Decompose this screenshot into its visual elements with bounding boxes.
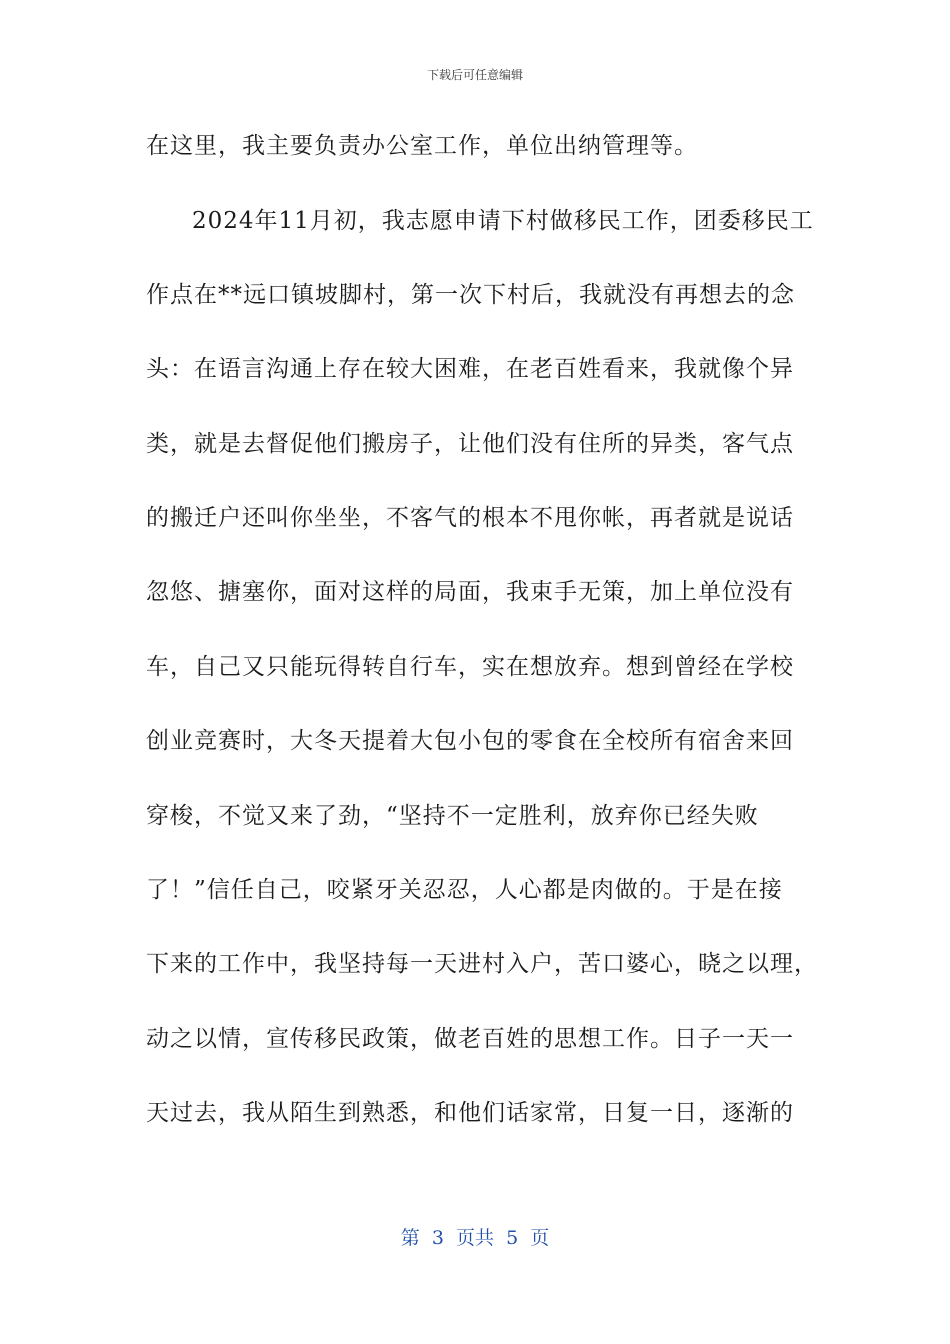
text-line: 作点在**远口镇坡脚村，第一次下村后，我就没有再想去的念: [146, 282, 795, 308]
page-number-footer: [0, 1226, 950, 1250]
page-number-label: 第 3 页共 5 页: [400, 1227, 550, 1249]
text-line: 天过去，我从陌生到熟悉，和他们话家常，日复一日，逐渐的: [146, 1100, 794, 1126]
text-line: 穿梭，不觉又来了劲，“坚持不一定胜利，放弃你已经失败: [146, 803, 759, 829]
text-line: 创业竞赛时，大冬天提着大包小包的零食在全校所有宿舍来回: [146, 728, 794, 754]
text-line: 下来的工作中，我坚持每一天进村入户，苦口婆心，晓之以理，: [146, 951, 818, 977]
page-header-note: 下载后可任意编辑: [426, 68, 523, 82]
text-line: 的搬迁户还叫你坐坐，不客气的根本不甩你帐，再者就是说话: [146, 505, 794, 531]
text-line: 头：在语言沟通上存在较大困难，在老百姓看来，我就像个异: [146, 356, 794, 382]
text-line: 了！”信任自己，咬紧牙关忍忍，人心都是肉做的。于是在接: [146, 877, 783, 903]
text-line: 2024年11月初，我志愿申请下村做移民工作，团委移民工: [192, 208, 814, 234]
text-line: 车，自己又只能玩得转自行车，实在想放弃。想到曾经在学校: [146, 654, 794, 680]
text-line: 在这里，我主要负责办公室工作，单位出纳管理等。: [146, 133, 698, 159]
text-line: 忽悠、搪塞你，面对这样的局面，我束手无策，加上单位没有: [146, 579, 794, 605]
text-line: 类，就是去督促他们搬房子，让他们没有住所的异类，客气点: [146, 431, 794, 457]
text-line: 动之以情，宣传移民政策，做老百姓的思想工作。日子一天一: [146, 1026, 794, 1052]
